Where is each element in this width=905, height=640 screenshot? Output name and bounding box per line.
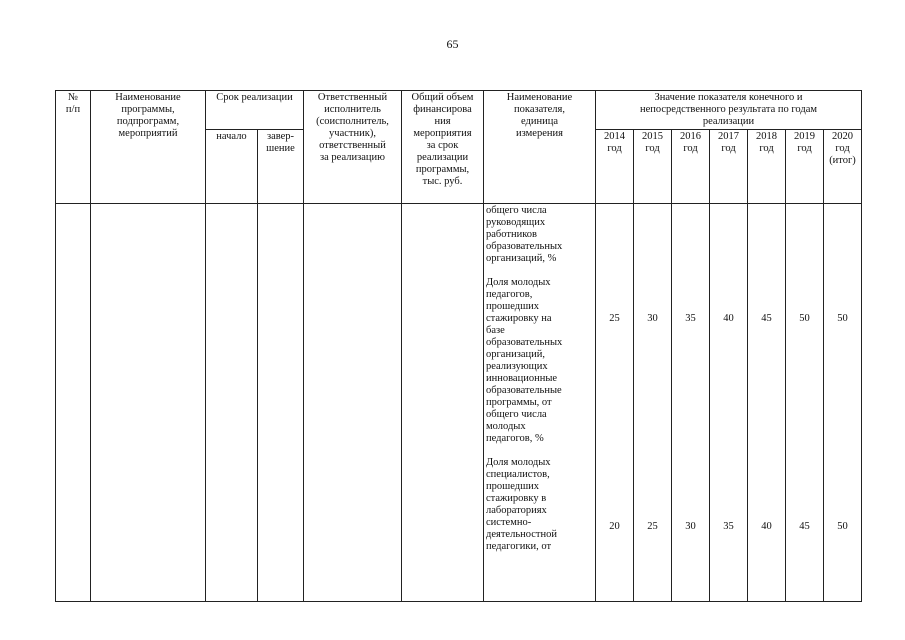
header-start: начало	[206, 130, 258, 204]
indicator-continuation: общего числа руководящих работников образовательных организаций, %	[486, 205, 563, 264]
header-num: № п/п	[56, 91, 91, 204]
header-indicator: Наименование показателя, единица измерения	[484, 91, 596, 204]
value-3-2016: 30	[685, 521, 696, 532]
header-year-2020: 2020 год (итог)	[824, 130, 862, 204]
body-cell-2016	[672, 204, 710, 602]
value-2-2014: 25	[609, 313, 620, 324]
body-cell-indicator	[484, 204, 596, 602]
body-cell-2019	[786, 204, 824, 602]
value-2-2016: 35	[685, 313, 696, 324]
value-3-2014: 20	[609, 521, 620, 532]
header-funding: Общий объем финансирова ния мероприятия за срок реализации программы, тыс. руб.	[402, 91, 484, 204]
body-cell-2017	[710, 204, 748, 602]
body-cell-2014	[596, 204, 634, 602]
header-end: завер- шение	[258, 130, 304, 204]
body-cell-funding	[402, 204, 484, 602]
value-2-2019: 50	[799, 313, 810, 324]
body-cell-responsible	[304, 204, 402, 602]
header-year-2014: 2014 год	[596, 130, 634, 204]
indicator-young-teachers: Доля молодых педагогов, прошедших стажировку на базе образовательных организаций, реализующих инновационные образовательные программы, от общего числа молодых педагогов, %	[486, 277, 563, 444]
header-responsible: Ответственный исполнитель (соисполнитель, участник), ответственный за реализацию	[304, 91, 402, 204]
indicator-young-specialists: Доля молодых специалистов, прошедших стажировку в лабораториях системно- деятельностной педагогики, от	[486, 457, 557, 552]
header-year-2017: 2017 год	[710, 130, 748, 204]
page-number: 65	[446, 37, 459, 51]
program-table	[55, 90, 862, 602]
body-cell-start	[206, 204, 258, 602]
header-year-2015: 2015 год	[634, 130, 672, 204]
header-period: Срок реализации	[206, 91, 304, 130]
body-cell-2015	[634, 204, 672, 602]
value-3-2020: 50	[837, 521, 848, 532]
value-2-2015: 30	[647, 313, 658, 324]
header-year-2016: 2016 год	[672, 130, 710, 204]
header-program: Наименование программы, подпрограмм, мероприятий	[91, 91, 206, 204]
header-values-group: Значение показателя конечного и непосредственного результата по годам реализации	[596, 91, 862, 130]
body-cell-2020	[824, 204, 862, 602]
body-cell-program	[91, 204, 206, 602]
value-2-2017: 40	[723, 313, 734, 324]
value-2-2018: 45	[761, 313, 772, 324]
body-cell-end	[258, 204, 304, 602]
value-2-2020: 50	[837, 313, 848, 324]
body-cell-2018	[748, 204, 786, 602]
value-3-2015: 25	[647, 521, 658, 532]
header-year-2018: 2018 год	[748, 130, 786, 204]
header-year-2019: 2019 год	[786, 130, 824, 204]
body-cell-num	[56, 204, 91, 602]
value-3-2017: 35	[723, 521, 734, 532]
value-3-2018: 40	[761, 521, 772, 532]
value-3-2019: 45	[799, 521, 810, 532]
